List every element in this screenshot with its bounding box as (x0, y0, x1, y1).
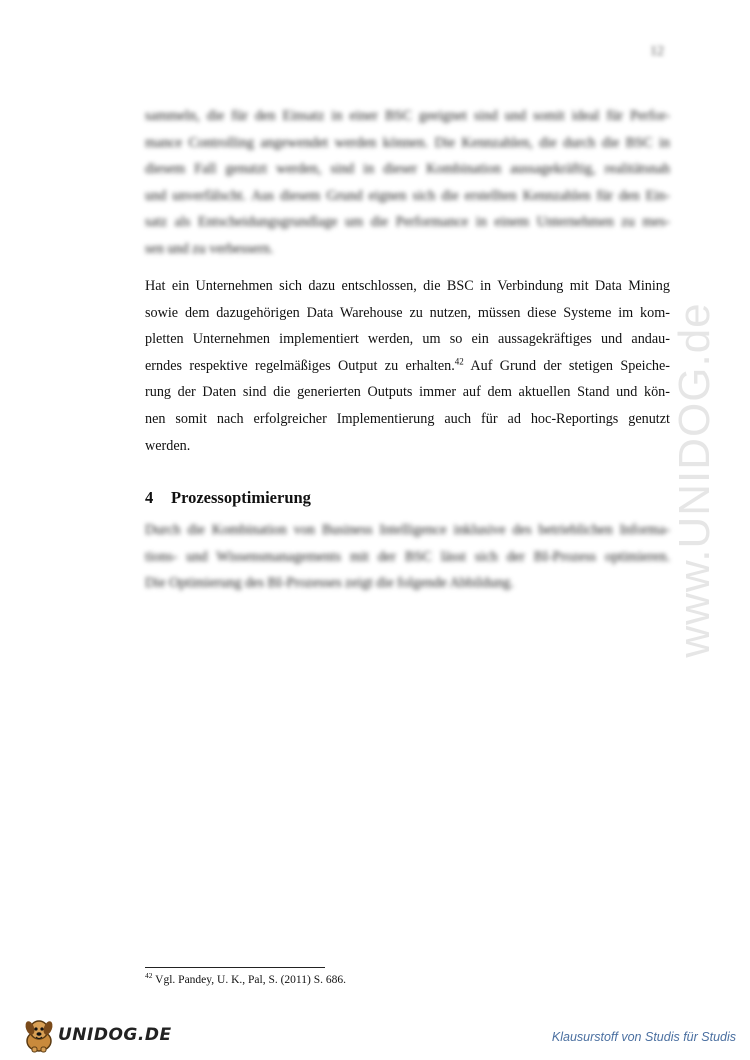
paragraph-line: und unverfälscht. Aus diesem Grund eignen sich die erstellten Kennzahlen für den Ein- (145, 187, 670, 204)
paragraph-line: sen und zu verbessern. (145, 240, 274, 257)
watermark: www.UNIDOG.de (670, 302, 719, 658)
paragraph-line: Die Optimierung des BI-Prozesses zeigt die folgende Abbildung. (145, 575, 514, 592)
dog-icon (22, 1017, 56, 1053)
paragraph-line: rung der Daten sind die generierten Outputs immer auf dem aktuellen Stand und kön- (145, 384, 670, 401)
paragraph-line: werden. (145, 437, 191, 454)
paragraph-line: nen somit nach erfolgreicher Implementierung auch für ad hoc-Reportings genutzt (145, 410, 670, 427)
text-fragment: erndes respektive regelmäßiges Output zu erhalten. (145, 357, 455, 374)
footnote-text: Vgl. Pandey, U. K., Pal, S. (2011) S. 686. (152, 974, 346, 986)
section-heading (145, 488, 311, 508)
paragraph-3-blurred (145, 517, 670, 597)
paragraph-line: diesem Fall genutzt werden, sind in dieser Kombination aussagekräftig, realitätsnah (145, 161, 670, 178)
footnote (145, 971, 346, 986)
section-number: 4 (145, 488, 154, 507)
paragraph-2 (145, 273, 670, 459)
paragraph-line: sammeln, die für den Einsatz in einer BSC geeignet sind und somit ideal für Perfor- (145, 108, 670, 124)
paragraph-line: tions- und Wissensmanagements mit der BSC lässt sich der BI-Prozess optimieren. (145, 548, 670, 565)
paragraph-line: satz als Entscheidungsgrundlage um die Performance in einem Unternehmen zu mes- (145, 214, 670, 231)
paragraph-line (145, 353, 670, 380)
footer-tagline: Klausurstoff von Studis für Studis (551, 1030, 736, 1044)
page-number: 12 (650, 44, 664, 59)
footer-logo[interactable] (22, 1016, 172, 1054)
section-title: Prozessoptimierung (171, 488, 311, 507)
paragraph-line: pletten Unternehmen implementiert werden, um so ein aussagekräftiges und andau- (145, 331, 670, 348)
logo-text: UNIDOG.DE (58, 1025, 172, 1045)
footnote-reference[interactable]: 42 (454, 356, 464, 367)
text-fragment: Auf Grund der stetigen Speiche- (463, 357, 670, 374)
paragraph-line: Hat ein Unternehmen sich dazu entschlossen, die BSC in Verbindung mit Data Mining (145, 278, 670, 294)
footnote-rule (145, 967, 325, 968)
paragraph-line: Durch die Kombination von Business Intelligence inklusive des betrieblichen Informa- (145, 522, 670, 538)
footnote-number: 42 (145, 971, 153, 981)
paragraph-1-blurred (145, 103, 670, 263)
paragraph-line: sowie dem dazugehörigen Data Warehouse zu nutzen, müssen diese Systeme im kom- (145, 304, 670, 321)
paragraph-line: mance Controlling angewendet werden können. Die Kennzahlen, die durch die BSC in (145, 134, 670, 151)
